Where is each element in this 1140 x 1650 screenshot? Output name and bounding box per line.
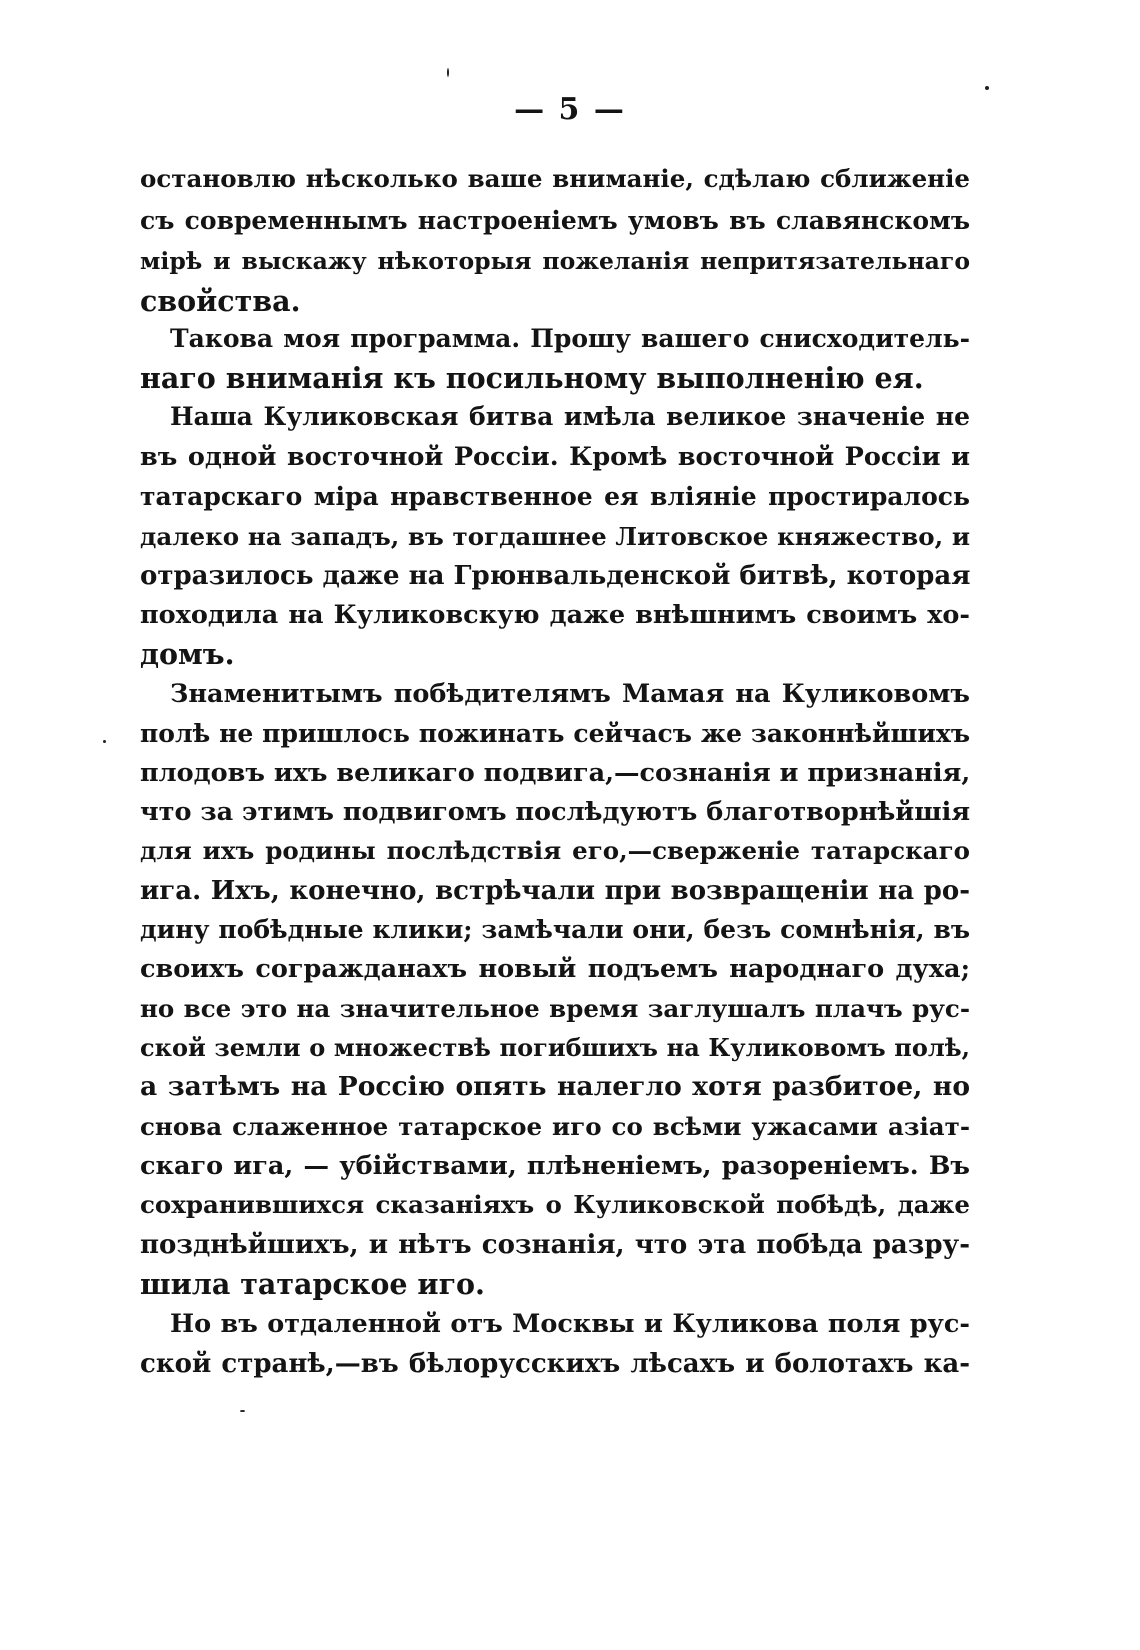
text-line: наго вниманія къ посильному выполненію ея. bbox=[140, 361, 924, 395]
text-line: татарскаго міра нравственное ея вліяніе простиралось bbox=[140, 482, 970, 511]
text-line: Такова моя программа. Прошу вашего снисходитель- bbox=[170, 324, 970, 353]
text-line: домъ. bbox=[140, 637, 235, 671]
scan-speck bbox=[447, 68, 449, 77]
text-line: Наша Куликовская битва имѣла великое значеніе не bbox=[170, 402, 970, 431]
text-line: отразилось даже на Грюнвальденской битвѣ, которая bbox=[140, 561, 971, 591]
text-line: остановлю нѣсколько ваше вниманіе, сдѣлаю сближеніе bbox=[140, 164, 970, 193]
text-line: мірѣ и выскажу нѣкоторыя пожеланія непритязательнаго bbox=[140, 247, 970, 275]
text-line: походила на Куликовскую даже внѣшнимъ своимъ хо- bbox=[140, 600, 970, 630]
text-line: плодовъ ихъ великаго подвига,—сознанія и признанія, bbox=[140, 758, 971, 788]
text-line: Знаменитымъ побѣдителямъ Мамая на Куликовомъ bbox=[170, 679, 970, 709]
text-line: снова слаженное татарское иго со всѣми ужасами азіат- bbox=[140, 1112, 970, 1141]
page-number: — 5 — bbox=[514, 92, 626, 127]
text-line: далеко на западъ, въ тогдашнее Литовское княжество, и bbox=[140, 522, 970, 551]
text-line: позднѣйшихъ, и нѣтъ сознанія, что эта побѣда разру- bbox=[140, 1230, 970, 1260]
text-line: дину побѣдные клики; замѣчали они, безъ сомнѣнія, въ bbox=[140, 915, 970, 944]
text-line: Но въ отдаленной отъ Москвы и Куликова поля рус- bbox=[170, 1309, 970, 1339]
text-line: ига. Ихъ, конечно, встрѣчали при возвращеніи на ро- bbox=[140, 876, 970, 906]
text-line: съ современнымъ настроеніемъ умовъ въ славянскомъ bbox=[140, 206, 970, 235]
text-line: сохранившихся сказаніяхъ о Куликовской побѣдѣ, даже bbox=[140, 1190, 970, 1219]
text-line: ской странѣ,—въ бѣлорусскихъ лѣсахъ и болотахъ ка- bbox=[140, 1349, 970, 1379]
text-line: для ихъ родины послѣдствія его,—сверженіе татарскаго bbox=[140, 836, 970, 865]
scan-speck bbox=[240, 1410, 245, 1412]
text-line: полѣ не пришлось пожинать сейчасъ же законнѣйшихъ bbox=[140, 719, 970, 748]
text-line: что за этимъ подвигомъ послѣдуютъ благотворнѣйшія bbox=[140, 797, 971, 827]
text-line: своихъ согражданахъ новый подъемъ народнаго духа; bbox=[140, 954, 970, 984]
text-line: шила татарское иго. bbox=[140, 1267, 485, 1301]
scan-speck bbox=[103, 740, 106, 743]
text-line: свойства. bbox=[140, 284, 301, 318]
text-line: но все это на значительное время заглушалъ плачъ рус- bbox=[140, 994, 970, 1023]
text-line: а затѣмъ на Россію опять налегло хотя разбитое, но bbox=[140, 1071, 970, 1102]
text-line: скаго ига, — убійствами, плѣненіемъ, разореніемъ. Въ bbox=[140, 1151, 970, 1181]
text-line: ской земли о множествѣ погибшихъ на Куликовомъ полѣ, bbox=[140, 1033, 970, 1062]
scan-speck bbox=[985, 86, 989, 90]
text-line: въ одной восточной Россіи. Кромѣ восточной Россіи и bbox=[140, 442, 970, 472]
